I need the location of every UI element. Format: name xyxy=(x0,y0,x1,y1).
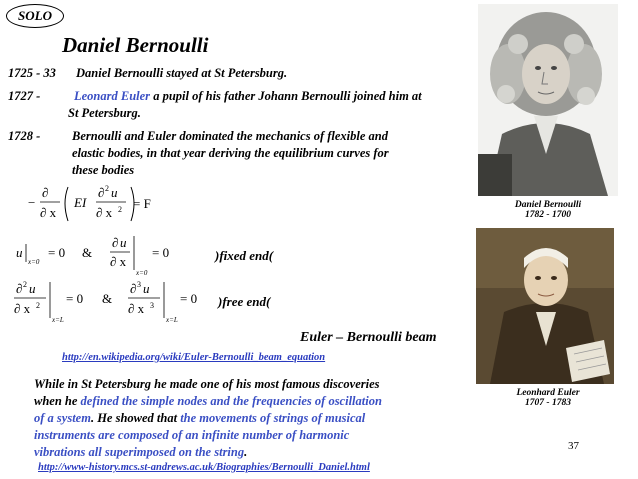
svg-text:x=0: x=0 xyxy=(28,258,40,266)
svg-text:∂ x: ∂ x xyxy=(14,301,31,316)
svg-text:= 0: = 0 xyxy=(180,291,198,306)
svg-text:u: u xyxy=(120,235,127,250)
free-end-label: )free end( xyxy=(218,294,271,309)
paragraph-line-2 xyxy=(34,393,454,410)
svg-text:∂ x: ∂ x xyxy=(96,205,113,220)
bernoulli-portrait xyxy=(478,4,618,196)
euler-highlight: Leonard Euler xyxy=(74,89,151,103)
euler-dates: 1707 - 1783 xyxy=(525,398,571,408)
svg-text:∂: ∂ xyxy=(112,235,119,250)
svg-text:∂: ∂ xyxy=(130,281,137,296)
beam-label: Euler – Bernoulli beam xyxy=(300,330,437,345)
timeline-text-1: Daniel Bernoulli stayed at St Petersburg. xyxy=(76,66,288,80)
svg-text:x=L: x=L xyxy=(52,316,64,324)
timeline-text-3c: these bodies xyxy=(72,163,135,177)
svg-text:x=L: x=L xyxy=(166,316,178,324)
paragraph-line-3 xyxy=(34,410,454,427)
bernoulli-dates: 1782 - 1700 xyxy=(525,210,571,220)
svg-text:EI: EI xyxy=(74,195,87,210)
timeline-text-2a: a pupil of his father Johann Bernoulli joined him at xyxy=(153,89,422,103)
free-end-equation xyxy=(14,278,224,326)
paragraph-l2a: when he xyxy=(34,394,81,408)
svg-text:∂: ∂ xyxy=(16,281,23,296)
paragraph-l3b: . He showed that xyxy=(90,411,181,425)
svg-text:∂ x: ∂ x xyxy=(128,301,145,316)
svg-text:&: & xyxy=(102,291,113,306)
timeline-year-2: 1727 - xyxy=(8,89,41,103)
beam-equation xyxy=(28,181,178,225)
paragraph-line-4: instruments are composed of an infinite number of harmonic xyxy=(34,428,350,442)
page-number: 37 xyxy=(568,440,579,452)
paragraph-line-1: While in St Petersburg he made one of his most famous discoveries xyxy=(34,377,380,391)
svg-text:2: 2 xyxy=(105,184,109,193)
timeline-year-1: 1725 - 33 xyxy=(8,66,56,80)
svg-text:−: − xyxy=(28,195,36,210)
solo-badge: SOLO xyxy=(6,4,64,28)
svg-text:2: 2 xyxy=(23,280,27,289)
timeline-text-2b: St Petersburg. xyxy=(68,106,141,120)
page-title: Daniel Bernoulli xyxy=(62,33,209,57)
discovery-paragraph xyxy=(34,376,454,461)
euler-portrait xyxy=(476,228,614,384)
svg-text:3: 3 xyxy=(137,280,141,289)
svg-text:u: u xyxy=(16,245,23,260)
svg-text:∂: ∂ xyxy=(98,185,105,200)
svg-text:= 0: = 0 xyxy=(152,245,170,260)
svg-text:∂ x: ∂ x xyxy=(110,254,127,269)
svg-text:2: 2 xyxy=(118,205,122,214)
timeline-year-3: 1728 - xyxy=(8,129,41,143)
fixed-end-label: )fixed end( xyxy=(215,248,274,263)
svg-text:u: u xyxy=(29,281,36,296)
paragraph-l3a: of a system xyxy=(34,411,91,425)
wikipedia-link[interactable]: http://en.wikipedia.org/wiki/Euler-Bernoulli_beam_equation xyxy=(62,352,326,363)
timeline-text-2 xyxy=(74,89,474,104)
bernoulli-name: Daniel Bernoulli xyxy=(514,200,582,210)
timeline-text-3b: elastic bodies, in that year deriving the equilibrium curves for xyxy=(72,146,389,160)
euler-name: Leonhard Euler xyxy=(516,388,580,398)
svg-text:= 0: = 0 xyxy=(66,291,84,306)
fixed-end-equation xyxy=(14,232,214,278)
svg-text:= F: = F xyxy=(133,196,151,211)
svg-text:x=0: x=0 xyxy=(136,269,148,277)
euler-caption xyxy=(486,388,610,408)
svg-text:= 0: = 0 xyxy=(48,245,66,260)
svg-text:&: & xyxy=(82,245,93,260)
paragraph-l3c: the movements of strings of musical xyxy=(180,411,366,425)
paragraph-l5b: . xyxy=(244,445,248,459)
svg-text:u: u xyxy=(111,185,118,200)
svg-text:3: 3 xyxy=(150,301,154,310)
paragraph-line-5 xyxy=(34,444,454,461)
svg-text:∂: ∂ xyxy=(42,185,49,200)
svg-text:u: u xyxy=(143,281,150,296)
bernoulli-caption xyxy=(486,200,610,220)
timeline-text-3a: Bernoulli and Euler dominated the mechanics of flexible and xyxy=(72,129,388,143)
svg-text:2: 2 xyxy=(36,301,40,310)
svg-text:∂ x: ∂ x xyxy=(40,205,57,220)
st-andrews-link[interactable]: http://www-history.mcs.st-andrews.ac.uk/Biographies/Bernoulli_Daniel.html xyxy=(38,462,370,473)
paragraph-l2b: defined the simple nodes and the frequencies of oscillation xyxy=(80,394,382,408)
paragraph-l5a: vibrations all superimposed on the string xyxy=(34,445,245,459)
